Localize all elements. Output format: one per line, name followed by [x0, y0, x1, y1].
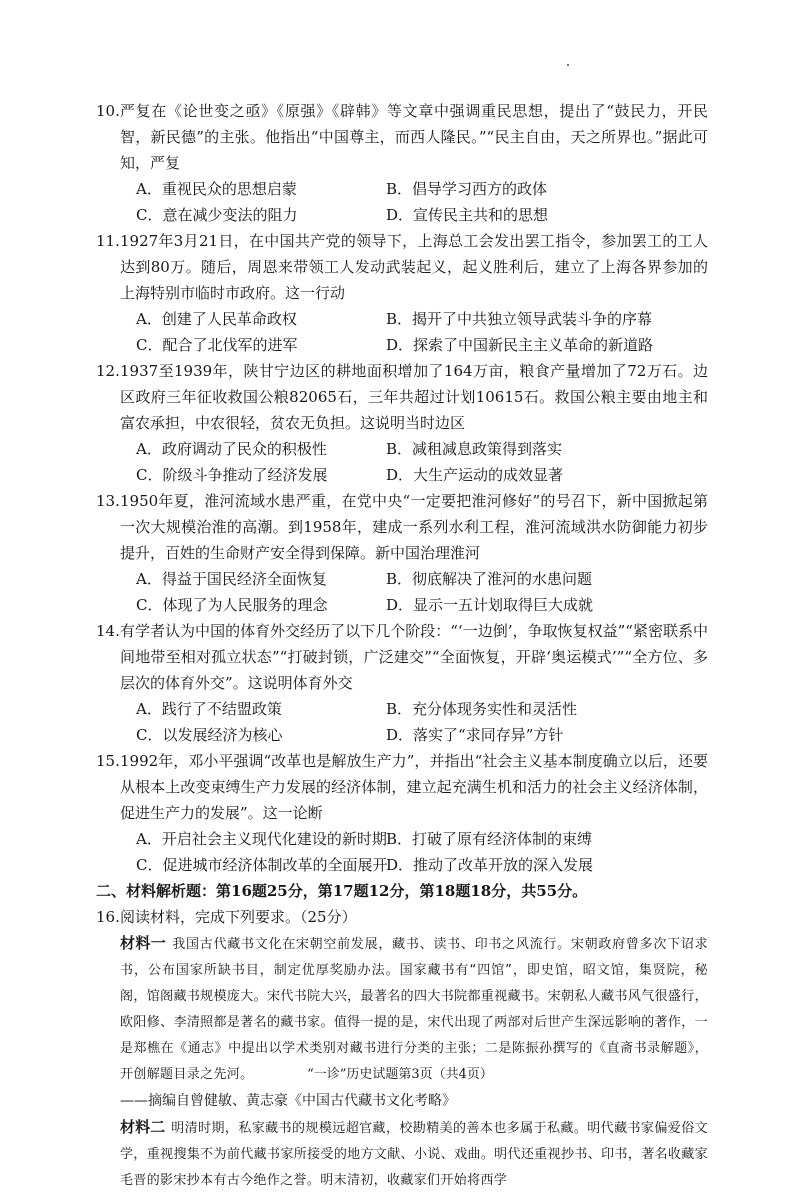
section-heading: 二、材料解析题：第16题25分，第17题12分，第18题18分，共55分。 [96, 882, 588, 900]
option-b: B．彻底解决了淮河的水患问题 [386, 570, 593, 588]
option-grid [136, 306, 708, 358]
question-number: 14. [96, 622, 120, 640]
option-b: B．打破了原有经济体制的束缚 [386, 830, 593, 848]
question-number: 12. [96, 362, 120, 380]
material-source: ——摘编自曾健敏、黄志豪《中国古代藏书文化考略》 [120, 1093, 456, 1109]
option-b: B．减租减息政策得到落实 [386, 440, 563, 458]
question-number: 16. [96, 908, 120, 926]
question-stem: 有学者认为中国的体育外交经历了以下几个阶段：“‘一边倒’，争取恢复权益”“紧密联系中间地带至相对孤立状态”“打破封锁，广泛建交”“全面恢复，开辟‘奥运模式’”“全方位、多层次的体育外交”。这说明体育外交 [120, 622, 708, 692]
question-stem: 1937至1939年，陕甘宁边区的耕地面积增加了164万亩，粮食产量增加了72万石。边区政府三年征收救国公粮82065石，三年共超过计划10615石。救国公粮主要由地主和富农承担，中农很轻，贫农无负担。这说明当时边区 [120, 362, 708, 432]
option-b: B．揭开了中共独立领导武装斗争的序幕 [386, 310, 653, 328]
question-13 [96, 488, 708, 618]
question-number: 13. [96, 492, 120, 510]
question-16 [96, 904, 708, 1194]
option-c: C．配合了北伐军的进军 [136, 336, 298, 354]
material-label: 材料一 [120, 934, 167, 952]
question-11 [96, 228, 708, 358]
option-d: D．大生产运动的成效显著 [386, 466, 564, 484]
question-stem: 严复在《论世变之亟》《原强》《辟韩》等文章中强调重民思想，提出了“鼓民力，开民智，新民德”的主张。他指出“中国尊主，而西人隆民。”“民主自由，天之所界也。”据此可知，严复 [120, 102, 708, 172]
question-stem: 1992年，邓小平强调“改革也是解放生产力”，并指出“社会主义基本制度确立以后，还要从根本上改变束缚生产力发展的经济体制，建立起充满生机和活力的社会主义经济体制，促进生产力的发展”。这一论断 [120, 752, 708, 822]
option-c: C．体现了为人民服务的理念 [136, 596, 328, 614]
material-text: 明清时期，私家藏书的规模远超官藏，校勘精美的善本也多属于私藏。明代藏书家偏爱俗文学，重视搜集不为前代藏书家所接受的地方文献、小说、戏曲。明代还重视抄书、印书，著名收藏家毛晋的影宋抄本有古今绝作之誉。明末清初，收藏家们开始将西学 [120, 1121, 708, 1188]
question-12 [96, 358, 708, 488]
question-stem: 1950年夏，淮河流域水患严重，在党中央“一定要把淮河修好”的号召下，新中国掀起第一次大规模治淮的高潮。到1958年，建成一系列水利工程，淮河流域洪水防御能力初步提升，百姓的生命财产安全得到保障。新中国治理淮河 [120, 492, 708, 562]
option-c: C．阶级斗争推动了经济发展 [136, 466, 328, 484]
option-c: C．意在减少变法的阻力 [136, 206, 298, 224]
option-d: D．推动了改革开放的深入发展 [386, 856, 594, 874]
option-d: D．宣传民主共和的思想 [386, 206, 549, 224]
question-prompt: 阅读材料，完成下列要求。（25分） [120, 908, 357, 926]
question-14 [96, 618, 708, 748]
option-a: A．创建了人民革命政权 [136, 310, 297, 328]
option-b: B．倡导学习西方的政体 [386, 180, 548, 198]
question-15 [96, 748, 708, 878]
option-grid [136, 436, 708, 488]
option-a: A．政府调动了民众的积极性 [136, 440, 327, 458]
option-d: D．落实了“求同存异”方针 [386, 726, 564, 744]
option-grid [136, 826, 708, 878]
question-number: 10. [96, 102, 120, 120]
page-footer: “一诊”历史试题第3页（共4页） [307, 1067, 493, 1082]
option-b: B．充分体现务实性和灵活性 [386, 700, 578, 718]
option-d: D．显示一五计划取得巨大成就 [386, 596, 594, 614]
option-grid [136, 696, 708, 748]
option-a: A．开启社会主义现代化建设的新时期 [136, 830, 387, 848]
option-a: A．践行了不结盟政策 [136, 700, 282, 718]
question-10 [96, 98, 708, 228]
option-grid [136, 566, 708, 618]
scan-speck [567, 64, 569, 66]
material-two [120, 1114, 708, 1194]
option-a: A．得益于国民经济全面恢复 [136, 570, 327, 588]
option-c: C．促进城市经济体制改革的全面展开 [136, 856, 388, 874]
option-d: D．探索了中国新民主主义革命的新道路 [386, 336, 654, 354]
option-a: A．重视民众的思想启蒙 [136, 180, 297, 198]
question-number: 15. [96, 752, 120, 770]
option-c: C．以发展经济为核心 [136, 726, 283, 744]
question-stem: 1927年3月21日，在中国共产党的领导下，上海总工会发出罢工指令，参加罢工的工人达到80万。随后，周恩来带领工人发动武装起义，起义胜利后，建立了上海各界参加的上海特别市临时市政府。这一行动 [120, 232, 708, 302]
option-grid [136, 176, 708, 228]
material-label: 材料二 [120, 1118, 166, 1136]
material-text: 我国古代藏书文化在宋朝空前发展，藏书、读书、印书之风流行。宋朝政府曾多次下诏求书，公布国家所缺书目，制定优厚奖励办法。国家藏书有“四馆”，即史馆，昭文馆，集贤院，秘阁，馆阁藏书规模庞大。宋代书院大兴，最著名的四大书院都重视藏书。宋朝私人藏书风气很盛行，欧阳修、李清照都是著名的藏书家。值得一提的是，宋代出现了两部对后世产生深远影响的著作，一是郑樵在《通志》中提出以学术类别对藏书进行分类的主张；二是陈振孙撰写的《直斋书录解题》，开创解题目录之先河。 [120, 937, 708, 1082]
exam-page [96, 98, 708, 1194]
question-number: 11. [96, 232, 120, 250]
